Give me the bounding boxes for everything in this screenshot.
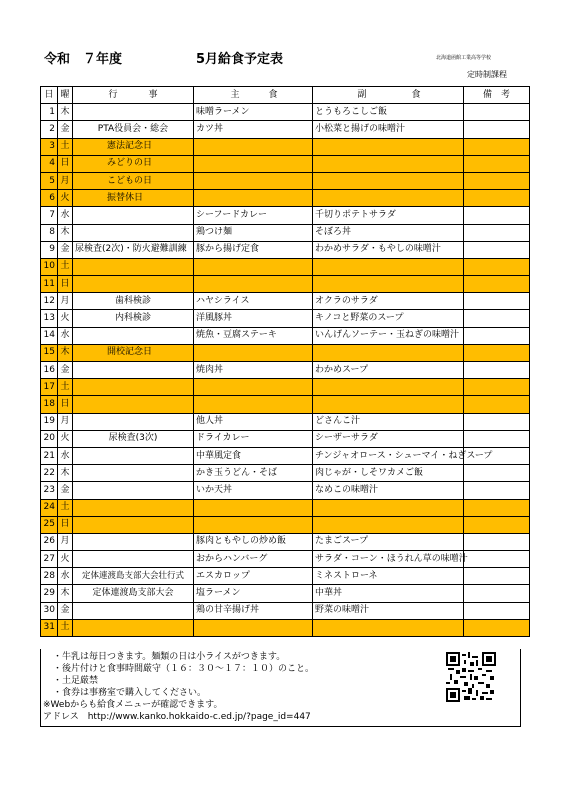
event-cell <box>73 516 194 533</box>
weekday-cell: 土 <box>58 499 73 516</box>
side-cell <box>313 155 464 172</box>
table-row <box>41 172 530 189</box>
table-row <box>41 258 530 275</box>
day-cell: 27 <box>41 551 58 568</box>
event-cell <box>73 482 194 499</box>
weekday-cell: 木 <box>58 104 73 121</box>
col-staple: 主 食 <box>194 87 313 104</box>
table-row <box>41 602 530 619</box>
school-name: 北海道函館工業高等学校 <box>436 55 492 61</box>
staple-cell: おからハンバーグ <box>194 551 313 568</box>
remarks-cell <box>464 465 530 482</box>
day-cell: 7 <box>41 207 58 224</box>
weekday-cell: 月 <box>58 533 73 550</box>
side-cell <box>313 344 464 361</box>
weekday-cell: 土 <box>58 619 73 636</box>
remarks-cell <box>464 207 530 224</box>
table-row <box>41 207 530 224</box>
remarks-cell <box>464 121 530 138</box>
day-cell: 6 <box>41 190 58 207</box>
side-cell: そぼろ丼 <box>313 224 464 241</box>
remarks-cell <box>464 585 530 602</box>
remarks-cell <box>464 138 530 155</box>
remarks-cell <box>464 310 530 327</box>
event-cell: 開校記念日 <box>73 344 194 361</box>
table-row <box>41 362 530 379</box>
day-cell: 25 <box>41 516 58 533</box>
table-row <box>41 482 530 499</box>
staple-cell: 中華風定食 <box>194 447 313 464</box>
title-era: 令和 ７年度 <box>44 52 123 67</box>
side-cell: どさんこ汁 <box>313 413 464 430</box>
col-side: 副 食 <box>313 87 464 104</box>
staple-cell <box>194 190 313 207</box>
course-name: 定時制課程 <box>467 70 507 79</box>
day-cell: 18 <box>41 396 58 413</box>
event-cell: こどもの日 <box>73 172 194 189</box>
day-cell: 22 <box>41 465 58 482</box>
side-cell: 中華丼 <box>313 585 464 602</box>
side-cell: わかめサラダ・もやしの味噌汁 <box>313 241 464 258</box>
remarks-cell <box>464 258 530 275</box>
weekday-cell: 金 <box>58 602 73 619</box>
weekday-cell: 火 <box>58 551 73 568</box>
weekday-cell: 月 <box>58 172 73 189</box>
table-row <box>41 293 530 310</box>
weekday-cell: 月 <box>58 293 73 310</box>
staple-cell: 豚から揚げ定食 <box>194 241 313 258</box>
side-cell <box>313 138 464 155</box>
remarks-cell <box>464 276 530 293</box>
table-row <box>41 224 530 241</box>
day-cell: 17 <box>41 379 58 396</box>
day-cell: 12 <box>41 293 58 310</box>
address-link[interactable]: アドレス http://www.kanko.hokkaido-c.ed.jp/?page_id=447 <box>43 712 311 722</box>
staple-cell <box>194 276 313 293</box>
staple-cell <box>194 396 313 413</box>
table-row <box>41 344 530 361</box>
day-cell: 31 <box>41 619 58 636</box>
weekday-cell: 土 <box>58 138 73 155</box>
day-cell: 10 <box>41 258 58 275</box>
side-cell <box>313 276 464 293</box>
staple-cell <box>194 172 313 189</box>
remarks-cell <box>464 602 530 619</box>
col-event: 行 事 <box>73 87 194 104</box>
staple-cell: いか天丼 <box>194 482 313 499</box>
remarks-cell <box>464 190 530 207</box>
event-cell: 振替休日 <box>73 190 194 207</box>
qr-code[interactable] <box>446 652 496 702</box>
side-cell: 小松菜と揚げの味噌汁 <box>313 121 464 138</box>
col-weekday: 曜 <box>58 87 73 104</box>
remarks-cell <box>464 172 530 189</box>
event-cell <box>73 619 194 636</box>
event-cell <box>73 396 194 413</box>
table-row <box>41 379 530 396</box>
event-cell <box>73 258 194 275</box>
side-cell <box>313 258 464 275</box>
side-cell: 野菜の味噌汁 <box>313 602 464 619</box>
event-cell: 尿検査(2次)・防火避難訓練 <box>73 241 194 258</box>
page-title: 5月給食予定表 <box>196 52 284 67</box>
table-row <box>41 138 530 155</box>
event-cell <box>73 499 194 516</box>
day-cell: 3 <box>41 138 58 155</box>
weekday-cell: 木 <box>58 224 73 241</box>
day-cell: 23 <box>41 482 58 499</box>
weekday-cell: 金 <box>58 121 73 138</box>
event-cell <box>73 362 194 379</box>
table-row <box>41 327 530 344</box>
day-cell: 11 <box>41 276 58 293</box>
side-cell: なめこの味噌汁 <box>313 482 464 499</box>
table-row <box>41 568 530 585</box>
table-row <box>41 155 530 172</box>
side-cell: チンジャオロース・シューマイ・ねぎスープ <box>313 447 464 464</box>
event-cell <box>73 551 194 568</box>
staple-cell: 鶏の甘辛揚げ丼 <box>194 602 313 619</box>
side-cell: サラダ・コーン・ほうれん草の味噌汁 <box>313 551 464 568</box>
weekday-cell: 水 <box>58 447 73 464</box>
weekday-cell: 水 <box>58 568 73 585</box>
weekday-cell: 木 <box>58 585 73 602</box>
table-row <box>41 585 530 602</box>
weekday-cell: 火 <box>58 190 73 207</box>
weekday-cell: 日 <box>58 155 73 172</box>
table-row <box>41 413 530 430</box>
day-cell: 26 <box>41 533 58 550</box>
remarks-cell <box>464 344 530 361</box>
weekday-cell: 日 <box>58 396 73 413</box>
table-row <box>41 104 530 121</box>
side-cell: 肉じゃが・しそワカメご飯 <box>313 465 464 482</box>
day-cell: 20 <box>41 430 58 447</box>
table-row <box>41 551 530 568</box>
day-cell: 5 <box>41 172 58 189</box>
remarks-cell <box>464 516 530 533</box>
remarks-cell <box>464 413 530 430</box>
staple-cell: 豚肉ともやしの炒め飯 <box>194 533 313 550</box>
weekday-cell: 水 <box>58 207 73 224</box>
remarks-cell <box>464 568 530 585</box>
side-cell <box>313 172 464 189</box>
remarks-cell <box>464 224 530 241</box>
event-cell: 定体連渡島支部大会 <box>73 585 194 602</box>
col-day: 日 <box>41 87 58 104</box>
day-cell: 16 <box>41 362 58 379</box>
weekday-cell: 金 <box>58 362 73 379</box>
remarks-cell <box>464 327 530 344</box>
remarks-cell <box>464 396 530 413</box>
table-row <box>41 121 530 138</box>
event-cell: 定体連渡島支部大会壮行式 <box>73 568 194 585</box>
remarks-cell <box>464 379 530 396</box>
header-row <box>41 87 530 104</box>
side-cell <box>313 499 464 516</box>
weekday-cell: 月 <box>58 413 73 430</box>
event-cell <box>73 465 194 482</box>
staple-cell <box>194 155 313 172</box>
note-line: ・後片付けと食事時間厳守（１６：３０～１７：１０）のこと。 <box>53 664 315 674</box>
side-cell: キノコと野菜のスープ <box>313 310 464 327</box>
day-cell: 24 <box>41 499 58 516</box>
remarks-cell <box>464 293 530 310</box>
table-row <box>41 533 530 550</box>
table-row <box>41 465 530 482</box>
side-cell <box>313 379 464 396</box>
weekday-cell: 金 <box>58 482 73 499</box>
weekday-cell: 木 <box>58 344 73 361</box>
side-cell: いんげんソーテー・玉ねぎの味噌汁 <box>313 327 464 344</box>
remarks-cell <box>464 533 530 550</box>
side-cell: 千切りポテトサラダ <box>313 207 464 224</box>
side-cell <box>313 516 464 533</box>
event-cell <box>73 379 194 396</box>
event-cell <box>73 533 194 550</box>
remarks-cell <box>464 155 530 172</box>
staple-cell: ドライカレー <box>194 430 313 447</box>
table-row <box>41 430 530 447</box>
staple-cell <box>194 499 313 516</box>
menu-table <box>40 86 530 637</box>
event-cell <box>73 104 194 121</box>
table-row <box>41 276 530 293</box>
remarks-cell <box>464 104 530 121</box>
table-row <box>41 241 530 258</box>
staple-cell: カツ丼 <box>194 121 313 138</box>
note-line: ・食券は事務室で購入してください。 <box>53 688 207 698</box>
side-cell <box>313 396 464 413</box>
weekday-cell: 土 <box>58 379 73 396</box>
day-cell: 13 <box>41 310 58 327</box>
note-line: ・牛乳は毎日つきます。麺類の日は小ライスがつきます。 <box>53 652 286 662</box>
side-cell: とうもろこしご飯 <box>313 104 464 121</box>
staple-cell <box>194 344 313 361</box>
table-row <box>41 310 530 327</box>
day-cell: 29 <box>41 585 58 602</box>
staple-cell: 他人丼 <box>194 413 313 430</box>
event-cell: 憲法記念日 <box>73 138 194 155</box>
side-cell <box>313 190 464 207</box>
side-cell <box>313 619 464 636</box>
remarks-cell <box>464 499 530 516</box>
note-line: ※Webからも給食メニューが確認できます。 <box>43 700 223 710</box>
staple-cell: かき玉うどん・そば <box>194 465 313 482</box>
remarks-cell <box>464 551 530 568</box>
event-cell: 歯科検診 <box>73 293 194 310</box>
table-row <box>41 619 530 636</box>
event-cell <box>73 602 194 619</box>
staple-cell: シーフードカレー <box>194 207 313 224</box>
event-cell <box>73 447 194 464</box>
note-line: ・土足厳禁 <box>53 676 99 686</box>
table-row <box>41 516 530 533</box>
side-cell: オクラのサラダ <box>313 293 464 310</box>
weekday-cell: 日 <box>58 516 73 533</box>
remarks-cell <box>464 241 530 258</box>
event-cell <box>73 224 194 241</box>
staple-cell: 鶏つけ麺 <box>194 224 313 241</box>
staple-cell: 焼肉丼 <box>194 362 313 379</box>
event-cell: PTA役員会・総会 <box>73 121 194 138</box>
staple-cell <box>194 516 313 533</box>
weekday-cell: 木 <box>58 465 73 482</box>
event-cell: みどりの日 <box>73 155 194 172</box>
weekday-cell: 日 <box>58 276 73 293</box>
day-cell: 19 <box>41 413 58 430</box>
staple-cell: 味噌ラーメン <box>194 104 313 121</box>
day-cell: 9 <box>41 241 58 258</box>
staple-cell <box>194 619 313 636</box>
side-cell: ミネストローネ <box>313 568 464 585</box>
remarks-cell <box>464 430 530 447</box>
staple-cell: 焼魚・豆腐ステーキ <box>194 327 313 344</box>
staple-cell <box>194 258 313 275</box>
event-cell <box>73 276 194 293</box>
weekday-cell: 火 <box>58 430 73 447</box>
weekday-cell: 火 <box>58 310 73 327</box>
day-cell: 14 <box>41 327 58 344</box>
staple-cell: 塩ラーメン <box>194 585 313 602</box>
weekday-cell: 金 <box>58 241 73 258</box>
day-cell: 8 <box>41 224 58 241</box>
remarks-cell <box>464 482 530 499</box>
staple-cell <box>194 138 313 155</box>
day-cell: 2 <box>41 121 58 138</box>
table-row <box>41 396 530 413</box>
staple-cell: 洋風豚丼 <box>194 310 313 327</box>
remarks-cell <box>464 362 530 379</box>
remarks-cell <box>464 619 530 636</box>
staple-cell <box>194 379 313 396</box>
event-cell: 尿検査(3次) <box>73 430 194 447</box>
col-remarks: 備 考 <box>464 87 530 104</box>
weekday-cell: 土 <box>58 258 73 275</box>
table-row <box>41 499 530 516</box>
day-cell: 1 <box>41 104 58 121</box>
event-cell <box>73 413 194 430</box>
staple-cell: エスカロップ <box>194 568 313 585</box>
side-cell: たまごスープ <box>313 533 464 550</box>
day-cell: 15 <box>41 344 58 361</box>
day-cell: 4 <box>41 155 58 172</box>
side-cell: シーザーサラダ <box>313 430 464 447</box>
event-cell: 内科検診 <box>73 310 194 327</box>
side-cell: わかめスープ <box>313 362 464 379</box>
staple-cell: ハヤシライス <box>194 293 313 310</box>
day-cell: 30 <box>41 602 58 619</box>
table-row <box>41 447 530 464</box>
day-cell: 28 <box>41 568 58 585</box>
event-cell <box>73 327 194 344</box>
event-cell <box>73 207 194 224</box>
day-cell: 21 <box>41 447 58 464</box>
weekday-cell: 水 <box>58 327 73 344</box>
table-row <box>41 190 530 207</box>
